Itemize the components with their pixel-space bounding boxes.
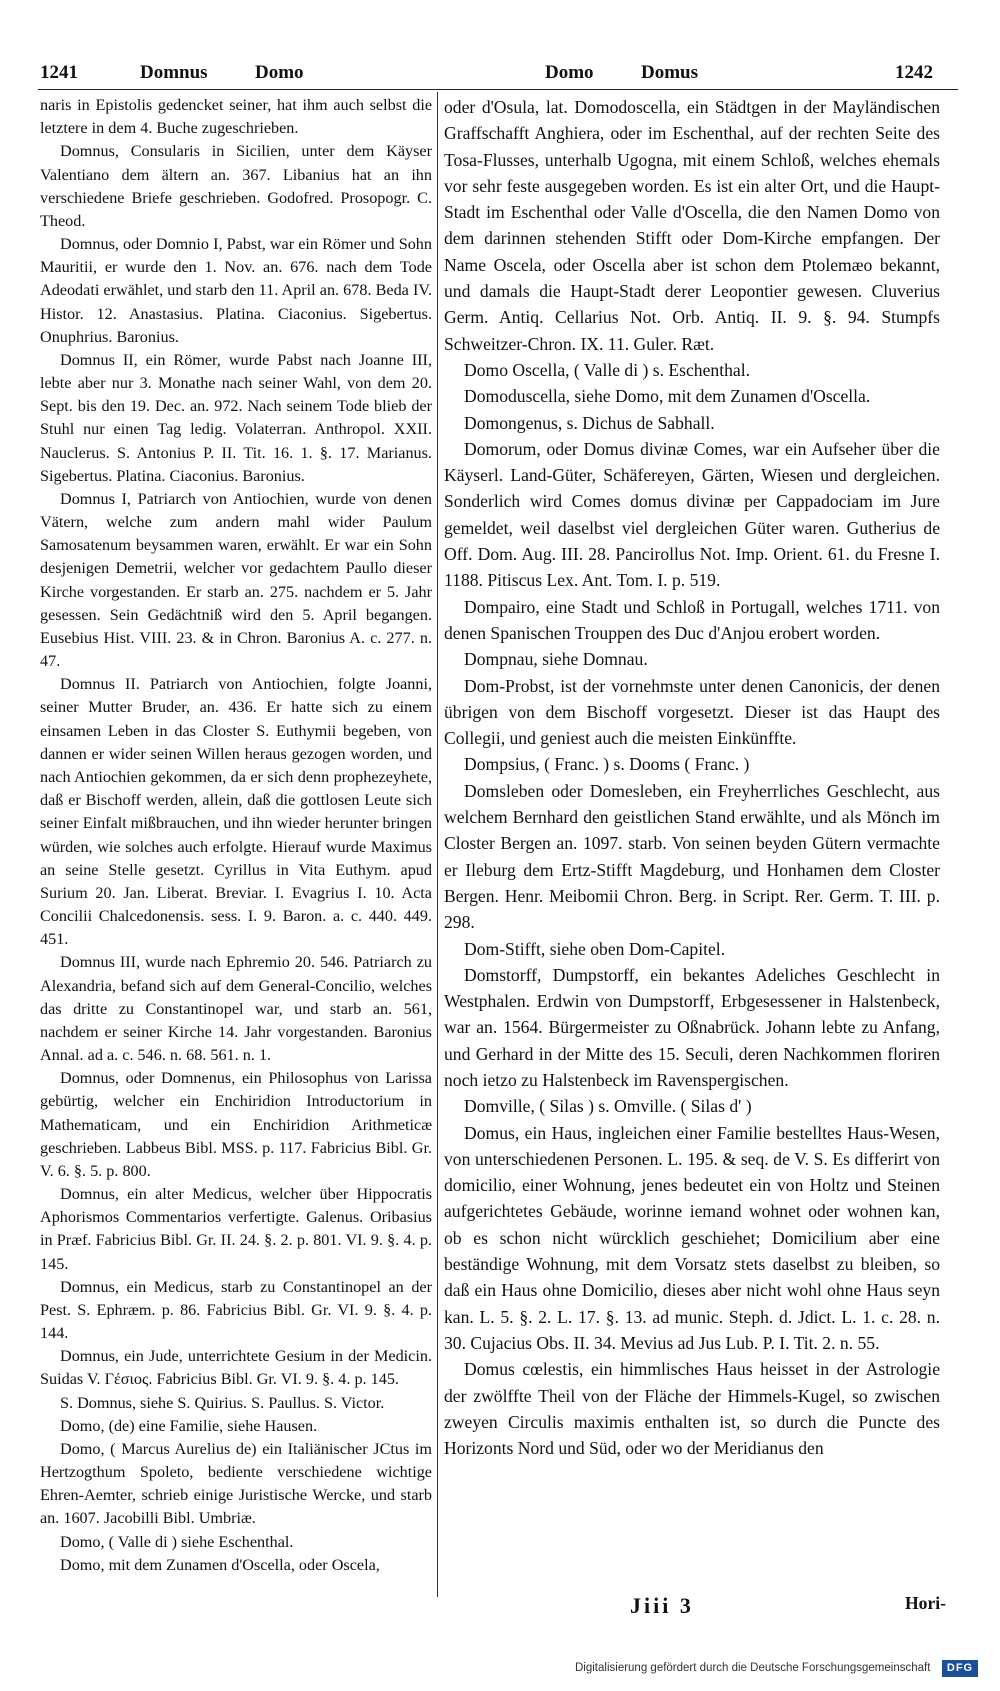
- entry: Domnus, oder Domnenus, ein Philosophus von Larissa gebürtig, welcher ein Enchiridion Introductorium in Mathematicam, und ein Enchiridion Arithmeticæ geschrieben. Labbeus Bibl. MSS. p. 117. Fabricius Bibl. Gr. V. 6. §. 5. p. 800.: [40, 1069, 432, 1180]
- entry: S. Domnus, siehe S. Quirius. S. Paullus. S. Victor.: [60, 1393, 385, 1412]
- entry: Domville, ( Silas ) s. Omville. ( Silas d' ): [464, 1096, 752, 1117]
- entry: Domnus III, wurde nach Ephremio 20. 546. Patriarch zu Alexandria, befand sich auf dem General-Concilio, welches das dritte zu Constantinopel war, und starb an. 561, nachdem er seiner Kirche 14. Jahr vorgestanden. Baronius Annal. ad a. c. 546. n. 68. 561. n. 1.: [40, 953, 432, 1065]
- dfg-logo: DFG: [942, 1660, 978, 1677]
- page-number-right: 1242: [895, 62, 933, 83]
- entry: Domnus II, ein Römer, wurde Pabst nach Joanne III, lebte aber nur 3. Monathe nach seiner Wahl, von dem 20. Sept. bis den 19. Dec. an. 972. Nach seinem Tode blieb der Stuhl nur einen Tag ledig. Volaterran. Anthropol. XXII. Nauclerus. S. Antonius P. II. Tit. 16. 1. §. 17. Marianus. Sigebertus. Platina. Ciaconius. Baronius.: [40, 350, 432, 485]
- entry: Domorum, oder Domus divinæ Comes, war ein Aufseher über die Käyserl. Land-Güter, Schäfereyen, Gärten, Wiesen und dergleichen. Sonderlich wird Comes domus divinæ per Cappadociam im Jure gemeldet, weil daselbst viel dergleichen Güter waren. Gutherius de Off. Dom. Aug. III. 28. Pancirollus Not. Imp. Orient. 61. du Fresne I. 1188. Pitiscus Lex. Ant. Tom. I. p. 519.: [444, 438, 940, 591]
- head-word-left-2: Domo: [255, 62, 304, 83]
- head-word-left-1: Domnus: [140, 62, 208, 83]
- entry: Domoduscella, siehe Domo, mit dem Zunamen d'Oscella.: [464, 386, 871, 407]
- catchword: Hori-: [905, 1593, 947, 1613]
- entry: Domo, (de) eine Familie, siehe Hausen.: [60, 1416, 318, 1435]
- entry: Domnus II. Patriarch von Antiochien, folgte Joanni, seiner Mutter Bruder, an. 436. Er hatte sich zu einem einsamen Leben in das Closter S. Euthymii begeben, von dannen er wider seinen Willen heraus gezogen worden, und nach Antiochien gekommen, da er sich denn prophezeyhete, daß er Bischoff werden, allein, daß die gottlosen Leute sich seiner Einfalt mißbrauchen, und ihn wieder herunter bringen würden, wie solches auch erfolgte. Hierauf wurde Maximus an seine Stelle gesetzt. Cyrillus in Vita Euthym. apud Surium 20. Jan. Liberat. Breviar. I. Evagrius I. 10. Acta Concilii Chalcedonensis. sess. I. 9. Baron. a. c. 440. 449. 451.: [40, 675, 432, 949]
- entry: Domus cœlestis, ein himmlisches Haus heisset in der Astrologie der zwölffte Theil von der Fläche der Himmels-Kugel, so zwischen zweyen Circulis maximis enthalten ist, so durch die Puncte des Horizonts Nord und Süd, oder wo der Meridianus den: [444, 1359, 940, 1459]
- entry: Dompnau, siehe Domnau.: [464, 649, 648, 670]
- entry: Dompairo, eine Stadt und Schloß in Portugall, welches 1711. von denen Spanischen Trouppen des Duc d'Anjou erobert worden.: [444, 596, 940, 643]
- digitization-credit: Digitalisierung gefördert durch die Deutsche Forschungsgemeinschaft: [575, 1662, 931, 1674]
- entry: naris in Epistolis gedencket seiner, hat ihm auch selbst die letztere in dem 4. Buche zugeschrieben.: [40, 96, 432, 138]
- entry: Dom-Probst, ist der vornehmste unter denen Canonicis, der denen übrigen von dem Bischoff vorgesetzt. Dieser ist das Haupt des Collegii, und geniest auch die meisten Einkünffte.: [444, 675, 940, 749]
- signature-mark: Jiii 3: [630, 1593, 694, 1618]
- entry: Dom-Stifft, siehe oben Dom-Capitel.: [464, 938, 726, 959]
- entry: Domo Oscella, ( Valle di ) s. Eschenthal.: [464, 359, 750, 380]
- left-column: [40, 94, 432, 1589]
- entry: Domongenus, s. Dichus de Sabhall.: [464, 412, 715, 433]
- entry: Domus, ein Haus, ingleichen einer Familie bestelltes Haus-Wesen, von unterschiedenen Personen. L. 195. & seq. de V. S. Es differirt von domicilio, einer Wohnung, jenes bedeutet ein von Holtz und Steinen aufgerichtetes Gebäude, worinne iemand wohnet oder wohnen kan, ob es schon nicht würcklich geschiehet; Domicilium aber eine beständige Wohnung, mit dem Vorsatz stets daselbst zu bleiben, so daß ein Haus ohne Domicilio, dieses aber nicht wohl ohne Haus seyn kan. L. 5. §. 2. L. 17. §. 13. ad munic. Steph. d. Jdict. L. 1. c. 28. n. 30. Cujacius Obs. II. 34. Mevius ad Jus Lub. P. I. Tit. 2. n. 55.: [444, 1122, 940, 1353]
- entry: Dompsius, ( Franc. ) s. Dooms ( Franc. ): [464, 754, 750, 775]
- running-head-right: [545, 62, 950, 90]
- entry: Domnus, oder Domnio I, Pabst, war ein Römer und Sohn Mauritii, er wurde den 1. Nov. an. 676. nach dem Tode Adeodati erwählet, und starb den 11. April an. 678. Beda IV. Histor. 12. Anastasius. Platina. Ciaconius. Sigebertus. Onuphrius. Baronius.: [40, 235, 432, 346]
- entry: Domo, ( Marcus Aurelius de) ein Italiänischer JCtus im Hertzogthum Spoleto, bediente verschiedene wichtige Ehren-Aemter, schrieb einige Juristische Wercke, und starb an. 1607. Jacobilli Bibl. Umbriæ.: [40, 1439, 432, 1528]
- right-column: [444, 94, 940, 1589]
- entry: Domnus, ein Medicus, starb zu Constantinopel an der Pest. S. Ephræm. p. 86. Fabricius Bibl. Gr. VI. 9. §. 4. p. 144.: [40, 1277, 432, 1343]
- entry: Domnus, ein alter Medicus, welcher über Hippocratis Aphorismos Commentarios verfertigte. Galenus. Oribasius in Præf. Fabricius Bibl. Gr. II. 24. §. 2. p. 801. VI. 9. §. 4. p. 145.: [40, 1185, 432, 1273]
- head-word-right-1: Domo: [545, 62, 594, 83]
- entry: Domnus, ein Jude, unterrichtete Gesium in der Medicin. Suidas V. Γέσιος. Fabricius Bibl. Gr. VI. 9. §. 4. p. 145.: [40, 1347, 432, 1389]
- running-head-left: [40, 62, 450, 90]
- entry: Domstorff, Dumpstorff, ein bekantes Adeliches Geschlecht in Westphalen. Erdwin von Dumpstorff, Erbgesessener in Halstenbeck, war an. 1564. Bürgermeister zu Oßnabrück. Johann lebte zu Anfang, und Gerhard in der Mitte des 15. Seculi, deren Nachkommen floriren noch ietzo zu Halstenbeck im Ravenspergischen.: [444, 964, 940, 1090]
- entry: Domo, mit dem Zunamen d'Oscella, oder Oscela,: [60, 1555, 380, 1574]
- entry: Domsleben oder Domesleben, ein Freyherrliches Geschlecht, aus welchem Bernhard den geistlichen Stand erwählte, und als Mönch im Closter Bergen an. 1097. starb. Von seinen beyden Gütern vermachte er Ileburg dem Ertz-Stifft Magdeburg, und Honhamen dem Closter Bergen. Henr. Meibomii Chron. Berg. in Script. Rer. Germ. T. III. p. 298.: [444, 780, 940, 933]
- page-number-left: 1241: [40, 62, 78, 83]
- entry: Domo, ( Valle di ) siehe Eschenthal.: [60, 1532, 294, 1551]
- header-rule: [38, 89, 958, 90]
- entry: Domnus, Consularis in Sicilien, unter dem Käyser Valentiano dem ältern an. 367. Libanius hat an ihn verschiedene Briefe geschrieben. Godofred. Prosopogr. C. Theod.: [40, 142, 432, 230]
- entry: Domnus I, Patriarch von Antiochien, wurde von denen Vätern, welche zum andern mahl wider Paulum Samosatenum beysammen waren, erwählt. Er war ein Sohn desjenigen Demetrii, welcher vor gedachtem Paullo dieser Kirche vorgestanden. Er starb an. 275. nachdem er 5. Jahr gesessen. Sein Gedächtniß wird den 5. April begangen. Eusebius Hist. VIII. 23. & in Chron. Baronius A. c. 277. n. 47.: [40, 489, 432, 671]
- head-word-right-2: Domus: [641, 62, 699, 83]
- entry: oder d'Osula, lat. Domodoscella, ein Städtgen in der Mayländischen Graffschafft Anghiera, oder im Eschenthal, auf der rechten Seite des Tosa-Flusses, unterhalb Ugogna, mit einem Schloß, welches ehemals vor sehr feste ausgegeben worden. Es ist ein alter Ort, und die Haupt-Stadt im Eschenthal oder Valle d'Oscella, die den Namen Domo von dem darinnen stehenden Stifft oder Dom-Kirche empfangen. Der Name Oscela, oder Oscella aber ist schon dem Ptolemæo bekannt, und damals die Haupt-Stadt derer Leopontier gewesen. Cluverius Germ. Antiq. Cellarius Not. Orb. Antiq. II. 9. §. 94. Stumpfs Schweitzer-Chron. IX. 11. Guler. Ræt.: [444, 97, 940, 354]
- column-divider: [437, 92, 438, 1597]
